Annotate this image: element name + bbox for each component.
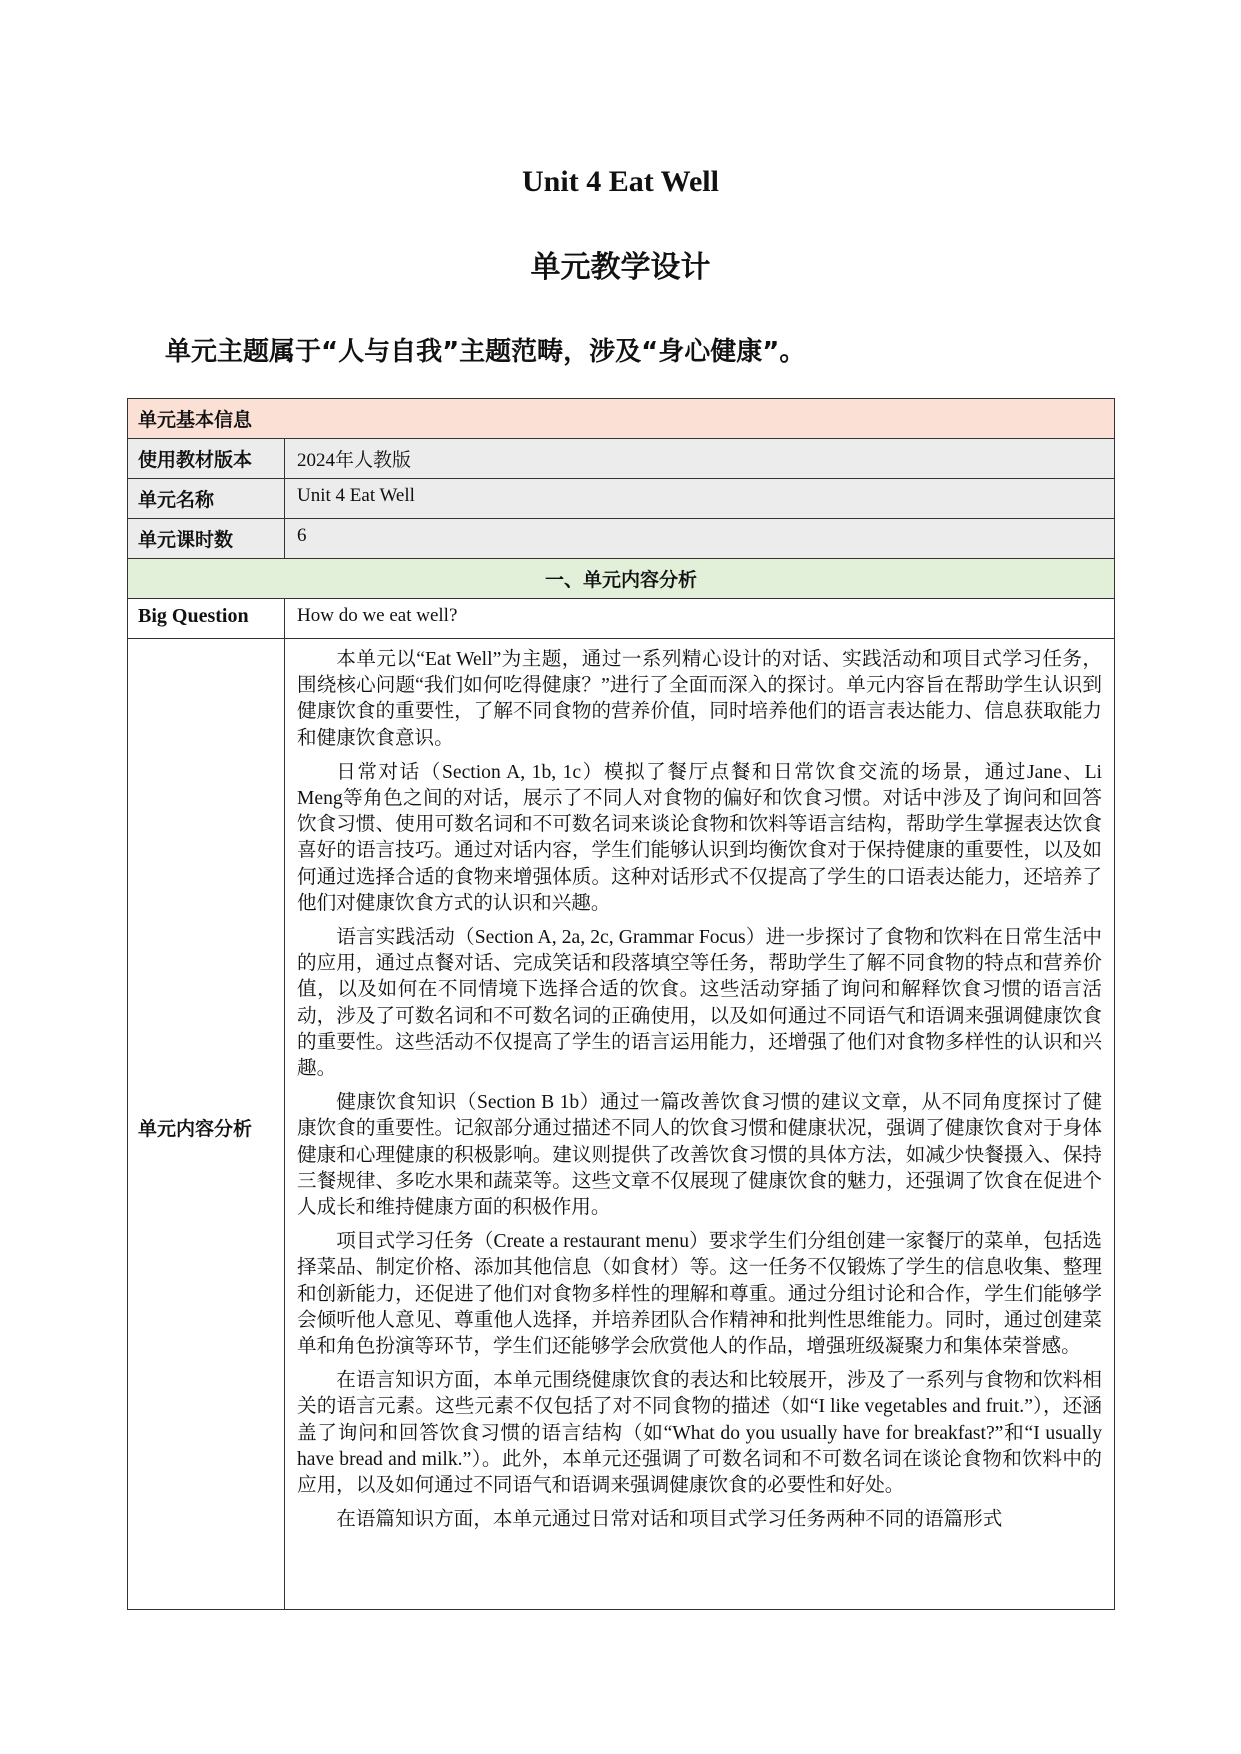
content-analysis-row xyxy=(128,639,1115,1610)
document-title-chinese: 单元教学设计 xyxy=(530,250,711,285)
unit-name-row xyxy=(128,479,1115,519)
basic-info-header: 单元基本信息 xyxy=(128,399,1115,439)
analysis-paragraph: 语言实践活动（Section A, 2a, 2c, Grammar Focus）进一步探讨了食物和饮料在日常生活中的应用，通过点餐对话、完成笑话和段落填空等任务，帮助学生了解不同食物的特点和营养价值，以及如何在不同情境下选择合适的饮食。这些活动穿插了询问和解释饮食习惯的语言活动，涉及了可数名词和不可数名词的正确使用，以及如何通过不同语气和语调来强调健康饮食的重要性。这些活动不仅提高了学生的语言运用能力，还增强了他们对食物多样性的认识和兴趣。 xyxy=(297,927,1103,1080)
unit-name-label: 单元名称 xyxy=(128,479,285,519)
content-analysis-section-header: 一、单元内容分析 xyxy=(128,559,1115,599)
content-analysis-section-row xyxy=(128,559,1115,599)
analysis-paragraph: 在语篇知识方面，本单元通过日常对话和项目式学习任务两种不同的语篇形式 xyxy=(336,1509,1003,1531)
hours-row xyxy=(128,519,1115,559)
textbook-label: 使用教材版本 xyxy=(128,439,285,479)
textbook-value: 2024年人教版 xyxy=(285,439,1115,479)
analysis-paragraph: 日常对话（Section A, 1b, 1c）模拟了餐厅点餐和日常饮食交流的场景，通过Jane、Li Meng等角色之间的对话，展示了不同人对食物的偏好和饮食习惯。对话中涉及了询问和回答饮食习惯、使用可数名词和不可数名词来谈论食物和饮料等语言结构，帮助学生掌握表达饮食喜好的语言技巧。通过对话内容，学生们能够认识到均衡饮食对于保持健康的重要性，以及如何通过选择合适的食物来增强体质。这种对话形式不仅提高了学生的口语表达能力，还培养了他们对健康饮食方式的认识和兴趣。 xyxy=(297,761,1103,914)
big-question-row xyxy=(128,599,1115,639)
analysis-paragraph: 项目式学习任务（Create a restaurant menu）要求学生们分组创建一家餐厅的菜单，包括选择菜品、制定价格、添加其他信息（如食材）等。这一任务不仅锻炼了学生的信息收集、整理和创新能力，还促进了他们对食物多样性的理解和尊重。通过分组讨论和合作，学生们能够学会倾听他人意见、尊重他人选择，并培养团队合作精神和批判性思维能力。同时，通过创建菜单和角色扮演等环节，学生们还能够学会欣赏他人的作品，增强班级凝聚力和集体荣誉感。 xyxy=(297,1231,1103,1358)
analysis-paragraph: 在语言知识方面，本单元围绕健康饮食的表达和比较展开，涉及了一系列与食物和饮料相关的语言元素。这些元素不仅包括了对不同食物的描述（如“I like vegetables and fruit.”），还涵盖了询问和回答饮食习惯的语言结构（如“What do you usually have for breakfast?”和“I usually have bread and milk.”）。此外，本单元还强调了可数名词和不可数名词在谈论食物和饮料中的应用，以及如何通过不同语气和语调来强调健康饮食的必要性和好处。 xyxy=(297,1370,1103,1497)
big-question-label: Big Question xyxy=(128,599,285,639)
textbook-row xyxy=(128,439,1115,479)
unit-info-table xyxy=(127,398,1115,1610)
basic-info-header-row xyxy=(128,399,1115,439)
unit-theme-statement: 单元主题属于“人与自我”主题范畴，涉及“身心健康”。 xyxy=(165,337,806,367)
hours-value: 6 xyxy=(285,519,1115,559)
analysis-paragraph: 本单元以“Eat Well”为主题，通过一系列精心设计的对话、实践活动和项目式学习任务，围绕核心问题“我们如何吃得健康？”进行了全面而深入的探讨。单元内容旨在帮助学生认识到健康饮食的重要性，了解不同食物的营养价值，同时培养他们的语言表达能力、信息获取能力和健康饮食意识。 xyxy=(297,649,1103,749)
analysis-paragraph: 健康饮食知识（Section B 1b）通过一篇改善饮食习惯的建议文章，从不同角度探讨了健康饮食的重要性。记叙部分通过描述不同人的饮食习惯和健康状况，强调了健康饮食对于身体健康和心理健康的积极影响。建议则提供了改善饮食习惯的具体方法，如减少快餐摄入、保持三餐规律、多吃水果和蔬菜等。这些文章不仅展现了健康饮食的魅力，还强调了饮食在促进个人成长和维持健康方面的积极作用。 xyxy=(297,1092,1103,1219)
hours-label: 单元课时数 xyxy=(128,519,285,559)
unit-name-value: Unit 4 Eat Well xyxy=(285,479,1115,519)
big-question-value: How do we eat well? xyxy=(285,599,1115,639)
document-title-english: Unit 4 Eat Well xyxy=(522,165,719,198)
content-analysis-body xyxy=(285,639,1115,1610)
content-analysis-label: 单元内容分析 xyxy=(128,639,285,1610)
